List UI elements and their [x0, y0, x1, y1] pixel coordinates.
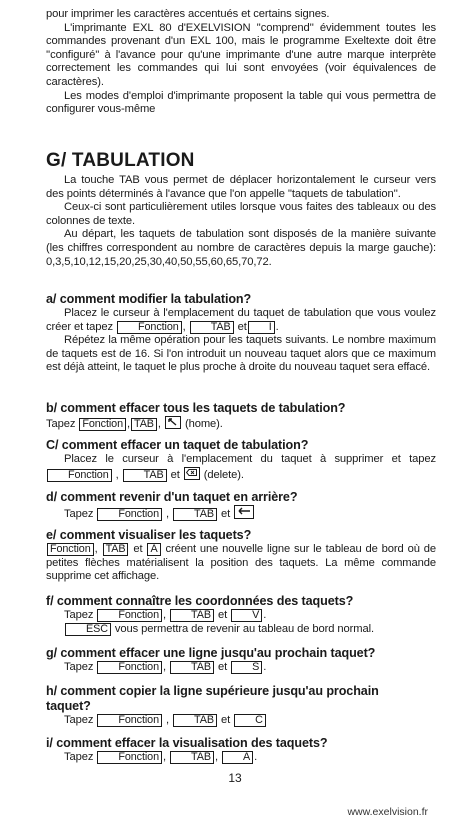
subsection-f: [46, 594, 436, 636]
period: .: [263, 609, 267, 621]
home-arrow-icon: [165, 416, 181, 429]
tab-key: TAB: [170, 609, 214, 622]
period: .: [263, 661, 267, 673]
subsection-h: [46, 684, 436, 728]
section-paragraph-3: Au départ, les taquets de tabulation sont disposés de la manière suivante (les chiffres correspondent au nombre de caractères depuis la marge gauche): 0,3,5,10,12,15,20,25,30,40,50,55,60,65,70,72.: [46, 228, 436, 268]
subsection-f-esc-text: vous permettra de revenir au tableau de bord normal.: [114, 622, 375, 635]
separator: ,: [166, 714, 170, 726]
back-arrow-icon: [234, 505, 254, 519]
tapez-label: Tapez: [64, 714, 94, 726]
subsection-c-title: C/ comment effacer un taquet de tabulation?: [46, 438, 309, 452]
separator: ,: [157, 418, 161, 430]
section-paragraph-2: Ceux-ci sont particulièrement utiles lorsque vous faites des tableaux ou des colonnes de texte.: [46, 201, 436, 227]
tapez-label: Tapez: [64, 508, 94, 520]
fonction-key: Fonction: [47, 543, 94, 556]
footer-url[interactable]: www.exelvision.fr: [347, 806, 428, 818]
separator: ,: [163, 609, 167, 621]
tab-key: TAB: [123, 469, 167, 482]
home-label: (home).: [184, 418, 223, 430]
conjunction: et: [217, 661, 228, 673]
subsection-c: [46, 438, 436, 482]
subsection-f-title: f/ comment connaître les coordonnées des taquets?: [46, 594, 354, 608]
subsection-i: [46, 736, 436, 765]
tab-key: TAB: [170, 661, 214, 674]
conjunction: et: [133, 543, 143, 555]
section-block: [46, 150, 436, 269]
subsection-d-title: d/ comment revenir d'un taquet en arrière?: [46, 490, 298, 504]
intro-paragraph-2: Les modes d'emploi d'imprimante proposent la table qui vous permettra de configurer vous-même: [46, 89, 436, 116]
v-key: V: [231, 609, 262, 622]
delete-icon: [184, 467, 200, 480]
separator: ,: [182, 320, 186, 333]
tapez-label: Tapez: [64, 661, 94, 673]
intro-paragraph-1: L'imprimante EXL 80 d'EXELVISION ''comprend'' évidemment toutes les commandes provenant d'un EXL 100, mais le programme Exeltexte doit être ''configuré'' à l'avance pour qu'une imprimante d'une autre marque interprète correctement les commandes qui lui sont envoyées (voir équivalences de caractères).: [46, 21, 436, 88]
c-key: C: [234, 714, 266, 727]
separator: ,: [115, 468, 119, 481]
fonction-key: Fonction: [97, 609, 162, 622]
intro-line: pour imprimer les caractères accentués et certains signes.: [46, 8, 330, 20]
esc-key: ESC: [65, 623, 111, 636]
conjunction: et: [170, 468, 180, 481]
subsection-e: [46, 528, 436, 584]
separator: ,: [127, 418, 131, 430]
fonction-key: Fonction: [97, 508, 162, 521]
intro-block: [46, 8, 436, 117]
subsection-c-text: Placez le curseur à l'emplacement du taquet à supprimer et tapez: [64, 453, 436, 465]
subsection-e-paragraph: [46, 543, 436, 584]
subsection-h-title-line-1: h/ comment copier la ligne supérieure jusqu'au prochain: [46, 684, 379, 698]
tab-key: TAB: [103, 543, 129, 556]
subsection-g-title: g/ comment effacer une ligne jusqu'au prochain taquet?: [46, 646, 376, 660]
a-key: A: [222, 751, 253, 764]
tapez-label: Tapez: [64, 609, 94, 621]
subsection-h-line: [46, 714, 436, 728]
separator: ,: [163, 661, 167, 673]
period: .: [275, 320, 279, 333]
tapez-label: Tapez: [46, 418, 76, 430]
fonction-key: Fonction: [97, 751, 162, 764]
conjunction: et: [220, 714, 231, 726]
fonction-key: Fonction: [97, 661, 162, 674]
subsection-b-title: b/ comment effacer tous les taquets de tabulation?: [46, 401, 346, 415]
subsection-d-line: [46, 505, 436, 522]
subsection-f-line: [46, 609, 436, 623]
period: .: [254, 751, 258, 763]
a-key: A: [147, 543, 160, 556]
subsection-f-esc-line: [46, 623, 436, 637]
subsection-g: [46, 646, 436, 675]
separator: ,: [163, 751, 167, 763]
tab-key: TAB: [173, 714, 217, 727]
subsection-e-title: e/ comment visualiser les taquets?: [46, 528, 252, 542]
subsection-b-line: [46, 416, 436, 432]
tab-key: TAB: [173, 508, 217, 521]
separator: ,: [166, 508, 170, 520]
tab-key: TAB: [131, 418, 157, 431]
subsection-a-title: a/ comment modifier la tabulation?: [46, 292, 252, 306]
subsection-e-text: créent une nouvelle ligne sur le tableau de bord où de petites flèches matérialisent la position des taquets. La même commande supprime cet affichage.: [46, 543, 436, 583]
subsection-a-paragraph-2: Répétez la même opération pour les taquets suivants. Le nombre maximum de taquets est de 16. Si l'on introduit un nouveau taquet alors que ce maximum est déjà atteint, le taquet le plus proche à droite du nouveau taquet sera effacé.: [46, 334, 436, 374]
tab-key: TAB: [170, 751, 214, 764]
subsection-b: [46, 401, 436, 432]
subsection-d: [46, 490, 436, 522]
section-paragraph-1: La touche TAB vous permet de déplacer horizontalement le curseur vers des points déterminés à l'avance que l'on appelle ''taquets de tabulation''.: [46, 174, 436, 200]
s-key: S: [231, 661, 262, 674]
subsection-h-title-line-2: taquet?: [46, 699, 91, 713]
conjunction: et: [220, 508, 231, 520]
tapez-label: Tapez: [64, 751, 94, 763]
i-key: I: [248, 321, 275, 334]
fonction-key: Fonction: [117, 321, 182, 334]
conjunction: et: [217, 609, 228, 621]
subsection-g-line: [46, 661, 436, 675]
subsection-i-line: [46, 751, 436, 765]
page-number: 13: [228, 771, 242, 785]
separator: ,: [94, 543, 98, 555]
delete-label: (delete).: [203, 468, 244, 481]
fonction-key: Fonction: [97, 714, 162, 727]
subsection-a: [46, 292, 436, 375]
conjunction: et: [237, 320, 247, 333]
fonction-key: Fonction: [79, 418, 126, 431]
section-title: G/ TABULATION: [46, 150, 195, 171]
subsection-a-text: Placez le curseur à l'emplacement du taquet de tabulation que vous voulez créer et tapez: [46, 307, 436, 333]
tab-key: TAB: [190, 321, 234, 334]
subsection-c-paragraph: [46, 453, 436, 482]
fonction-key: Fonction: [47, 469, 112, 482]
subsection-a-paragraph-1: [46, 307, 436, 334]
subsection-i-title: i/ comment effacer la visualisation des taquets?: [46, 736, 328, 750]
separator: ,: [214, 751, 218, 763]
